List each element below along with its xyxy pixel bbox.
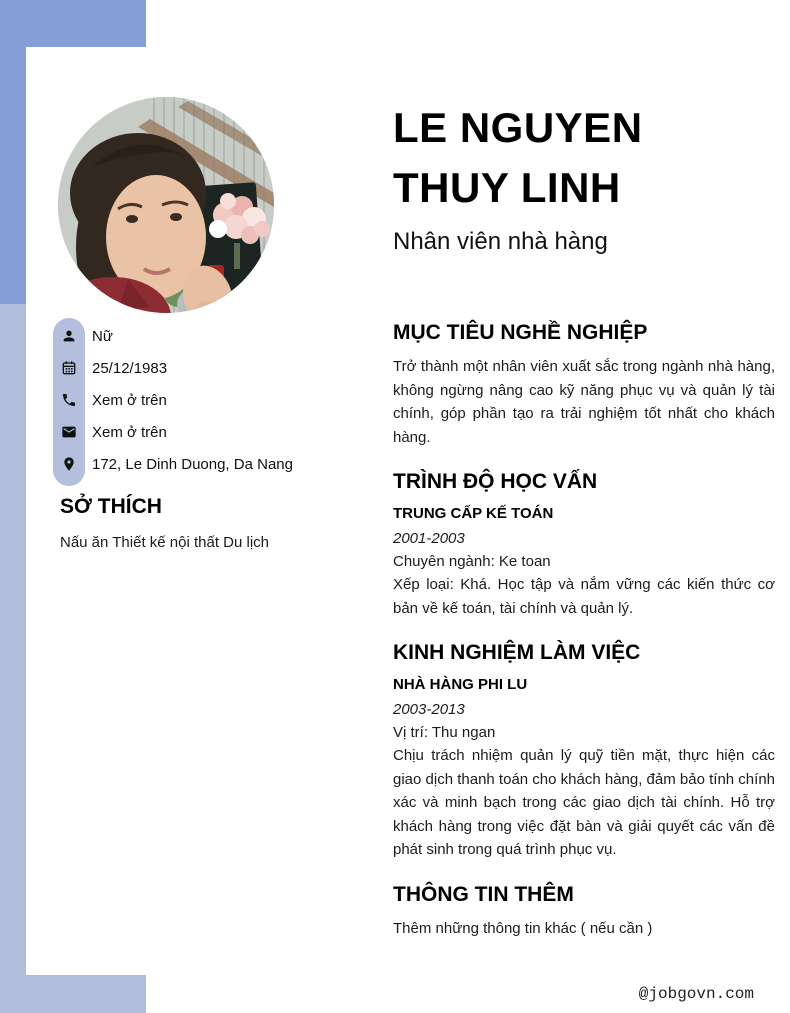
section-career-objective: [393, 319, 775, 449]
phone-icon: [53, 392, 85, 408]
contact-row-gender: [53, 320, 383, 352]
accent-corner-bottom: [0, 975, 146, 1013]
experience-description: Chịu trách nhiệm quản lý quỹ tiền mặt, thực hiện các giao dịch thanh toán cho khách hàng, đảm bảo tính chính xác và minh bạch trong các giao dịch tài chính. Hỗ trợ khách hàng trong việc đặt bàn và giải quyết các vấn đề phát sinh trong quá trình phục vụ.: [393, 747, 775, 858]
additional-info-text: Thêm những thông tin khác ( nếu cần ): [393, 919, 653, 937]
contact-row-address: [53, 448, 383, 480]
accent-bar-top: [0, 0, 26, 304]
section-education: [393, 468, 775, 620]
main-sections: [393, 319, 775, 940]
contact-value: Xem ở trên: [92, 391, 167, 409]
profile-photo-illustration: [58, 97, 274, 313]
location-icon: [53, 456, 85, 472]
hobbies-title: SỞ THÍCH: [60, 495, 162, 518]
section-title: MỤC TIÊU NGHỀ NGHIỆP: [393, 321, 648, 344]
education-school: TRUNG CẤP KẾ TOÁN: [393, 505, 554, 522]
site-watermark: @jobgovn.com: [638, 985, 754, 1003]
contact-value: 25/12/1983: [92, 359, 168, 377]
person-icon: [53, 328, 85, 344]
contact-row-phone: [53, 384, 383, 416]
contact-value: Xem ở trên: [92, 423, 167, 441]
education-major: Chuyên ngành: Ke toan: [393, 553, 551, 570]
education-period: 2001-2003: [393, 530, 465, 547]
contact-row-email: [53, 416, 383, 448]
section-title: KINH NGHIỆM LÀM VIỆC: [393, 641, 641, 664]
section-paragraph: Trở thành một nhân viên xuất sắc trong ngành nhà hàng, không ngừng nâng cao kỹ năng phục vụ và quản lý tài chính, góp phần tạo ra trải nghiệm tốt nhất cho khách hàng.: [393, 358, 775, 446]
contact-list: [53, 320, 383, 480]
accent-bar-bottom: [0, 304, 26, 975]
section-experience: [393, 639, 775, 862]
contact-value: 172, Le Dinh Duong, Da Nang: [92, 455, 293, 473]
experience-company: NHÀ HÀNG PHI LU: [393, 676, 528, 693]
hobbies-text: Nấu ăn Thiết kế nội thất Du lịch: [60, 534, 270, 551]
experience-period: 2003-2013: [393, 701, 465, 718]
calendar-icon: [53, 360, 85, 376]
experience-position: Vị trí: Thu ngan: [393, 724, 496, 741]
education-description: Xếp loại: Khá. Học tập và nắm vững các kiến thức cơ bản về kế toán, tài chính và quản lý.: [393, 576, 775, 617]
profile-photo: [58, 97, 274, 313]
email-icon: [53, 424, 85, 440]
contact-row-birthdate: [53, 352, 383, 384]
header-block: [393, 98, 775, 258]
contact-value: Nữ: [92, 327, 113, 345]
hobbies-section: [60, 494, 372, 554]
section-additional-info: [393, 881, 775, 940]
job-title: Nhân viên nhà hàng: [393, 228, 608, 255]
candidate-name: LE NGUYEN THUY LINH: [393, 104, 643, 211]
section-title: THÔNG TIN THÊM: [393, 882, 574, 906]
section-title: TRÌNH ĐỘ HỌC VẤN: [393, 470, 598, 493]
